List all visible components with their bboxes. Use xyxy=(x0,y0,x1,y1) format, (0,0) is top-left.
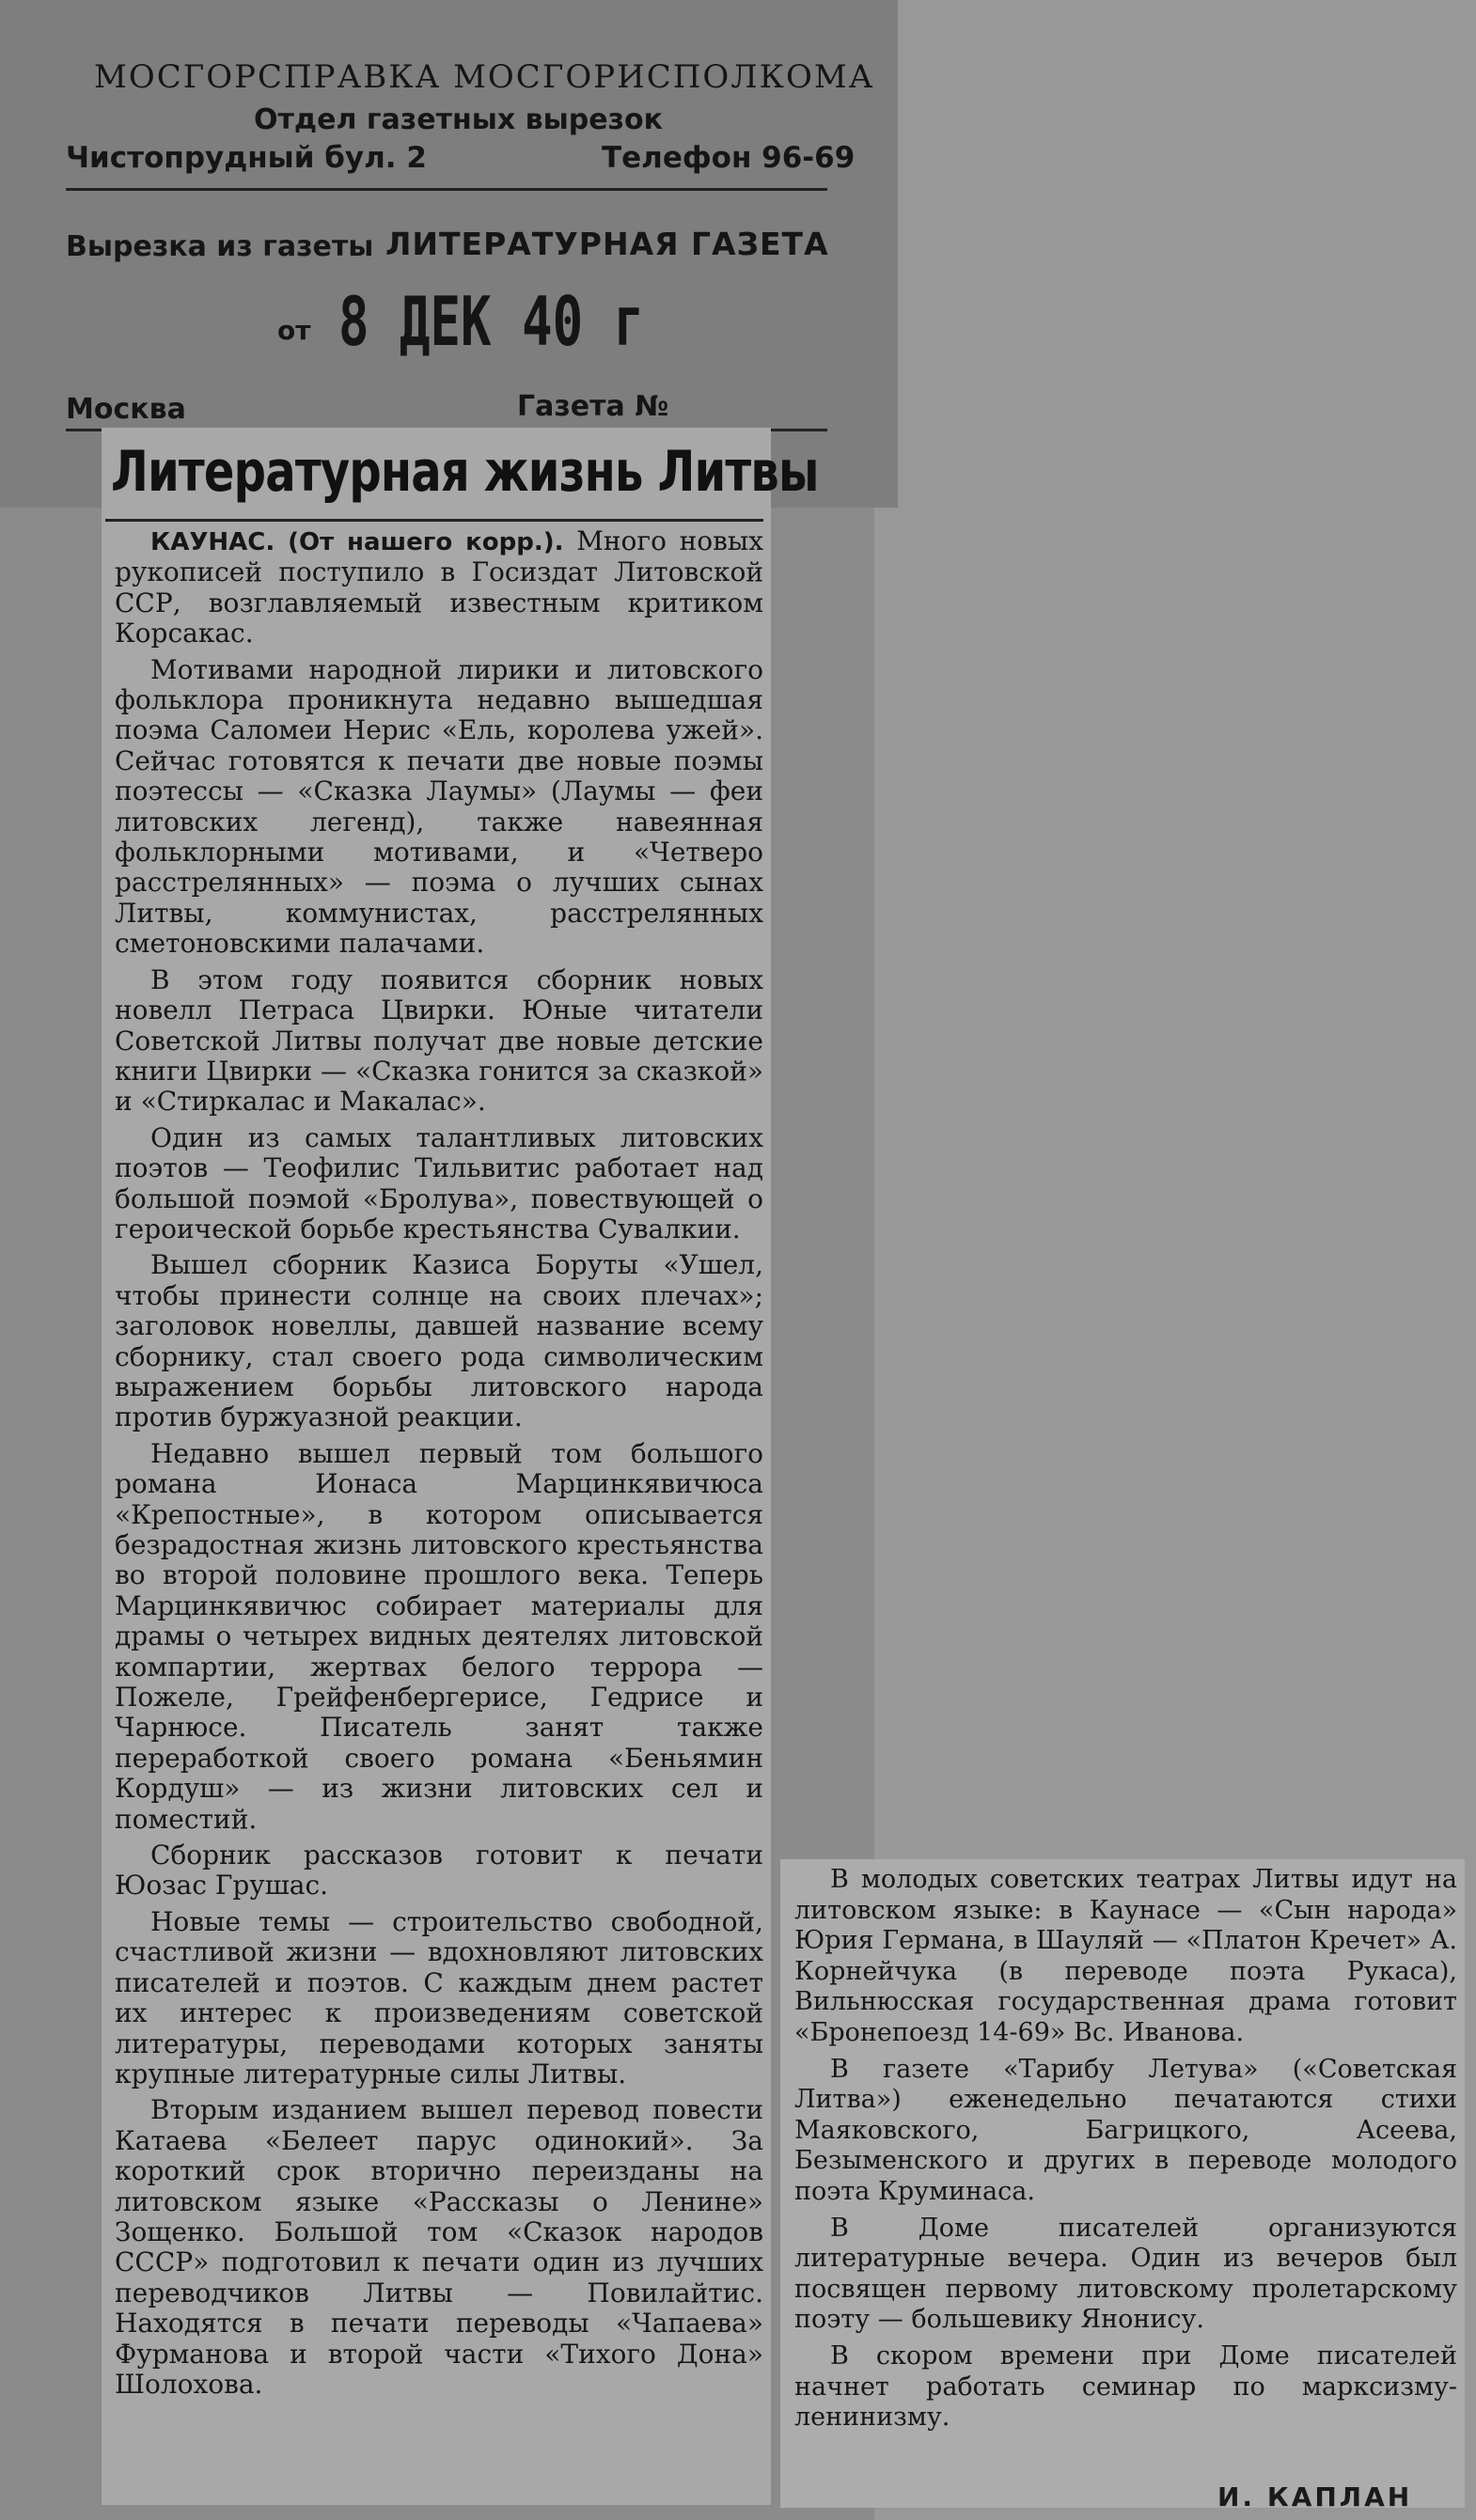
article-paragraph: Мотивами народной лирики и литовского фольклора проникнута недавно вышедшая поэма Саломеи Нерис «Ель, королева ужей». Сейчас готовятся к печати две новые поэмы поэтессы — «Сказка Лаумы» (Лаумы — феи литовских легенд), также навеянная фольклорными мотивами, и «Четверо расстрелянных» — поэма о лучших сынах Литвы, коммунистах, расстрелянных сметоновскими палачами. xyxy=(115,653,763,960)
article-paragraph: Один из самых талантливых литовских поэтов — Теофилис Тильвитис работает над большой поэмой «Бролува», повествующей о героической борьбе крестьянства Сувалкии. xyxy=(115,1121,763,1244)
article-paragraph: В газете «Тарибу Летува» («Советская Литва») еженедельно печатаются стихи Маяковского, Багрицкого, Асеева, Безыменского и других в переводе молодого поэта Круминаса. xyxy=(794,2054,1457,2206)
article-paragraph: В этом году появится сборник новых новелл Петраса Цвирки. Юные читатели Советской Литвы получат две новые детские книги Цвирки — «Сказка гонится за сказкой» и «Стиркалас и Макалас». xyxy=(115,963,763,1118)
phone-number: Телефон 96-69 xyxy=(602,141,856,175)
article-column-1 xyxy=(115,526,763,2405)
department-name: Отдел газетных вырезок xyxy=(254,103,663,136)
source-newspaper-name: ЛИТЕРАТУРНАЯ ГАЗЕТА xyxy=(385,226,829,262)
article-paragraph xyxy=(115,526,763,650)
article-paragraph: В Доме писателей организуются литературные вечера. Один из вечеров был посвящен первому литовскому пролетарскому поэту — большевику Янонису. xyxy=(794,2213,1457,2335)
article-title: Литературная жизнь Литвы xyxy=(111,439,819,505)
date-stamp: 8 ДЕК 40 г xyxy=(338,282,645,361)
source-label: Вырезка из газеты xyxy=(66,230,374,263)
address: Чистопрудный бул. 2 xyxy=(66,141,427,175)
paragraph-text: Много новых рукописей поступило в Госиздат Литовской ССР, возглавляемый известным критиком Корсакас. xyxy=(115,525,763,650)
article-paragraph: Новые темы — строительство свободной, счастливой жизни — вдохновляют литовских писателей и поэтов. С каждым днем растет их интерес к произведениям советской литературы, переводами которых заняты крупные литературные силы Литвы. xyxy=(115,1905,763,2090)
header-rule-top xyxy=(66,188,827,191)
city-label: Москва xyxy=(66,393,186,426)
article-paragraph: В скором времени при Доме писателей начнет работать семинар по марксизму-ленинизму. xyxy=(794,2340,1457,2433)
article-paragraph: В молодых советских театрах Литвы идут на литовском языке: в Каунасе — «Сын народа» Юрия Германа, в Шауляй — «Платон Кречет» А. Корнейчука (в переводе поэта Рукаса), Вильнюсская государственная драма готовит «Бронепоезд 14-69» Вс. Иванова. xyxy=(794,1865,1457,2047)
article-paragraph: Сборник рассказов готовит к печати Юозас Грушас. xyxy=(115,1839,763,1902)
article-paragraph: Недавно вышел первый том большого романа Ионаса Марцинкявичюса «Крепостные», в котором описывается безрадостная жизнь литовского крестьянства во второй половине прошлого века. Теперь Марцинкявичюс собирает материалы для драмы о четырех видных деятелях литовской компартии, жертвах белого террора — Пожеле, Грейфенбергерисе, Гедрисе и Чарнюсе. Писатель занят также переработкой своего романа «Беньямин Кордуш» — из жизни литовских сел и поместий. xyxy=(115,1437,763,1835)
dateline: КАУНАС. (От нашего корр.). xyxy=(150,528,564,556)
title-rule xyxy=(105,519,763,522)
article-paragraph: Вторым изданием вышел перевод повести Катаева «Белеет парус одинокий». За короткий срок вторично переизданы на литовском языке «Рассказы о Ленине» Зощенко. Большой том «Сказок народов СССР» подготовил к печати один из лучших переводчиков Литвы — Повилайтис. Находятся в печати переводы «Чапаева» Фурманова и второй части «Тихого Дона» Шолохова. xyxy=(115,2094,763,2400)
article-column-2 xyxy=(794,1865,1457,2439)
article-paragraph: Вышел сборник Казиса Боруты «Ушел, чтобы принести солнце на своих плечах»; заголовок новеллы, давшей название всему сборнику, стал своего рода символическим выражением борьбы литовского народа против буржуазной реакции. xyxy=(115,1249,763,1433)
gazette-number-label: Газета № xyxy=(517,390,669,423)
organization-name: МОСГОРСПРАВКА МОСГОРИСПОЛКОМА xyxy=(94,58,875,96)
author-signature: И. КАПЛАН xyxy=(1217,2481,1413,2512)
date-from-label: от xyxy=(277,315,311,346)
